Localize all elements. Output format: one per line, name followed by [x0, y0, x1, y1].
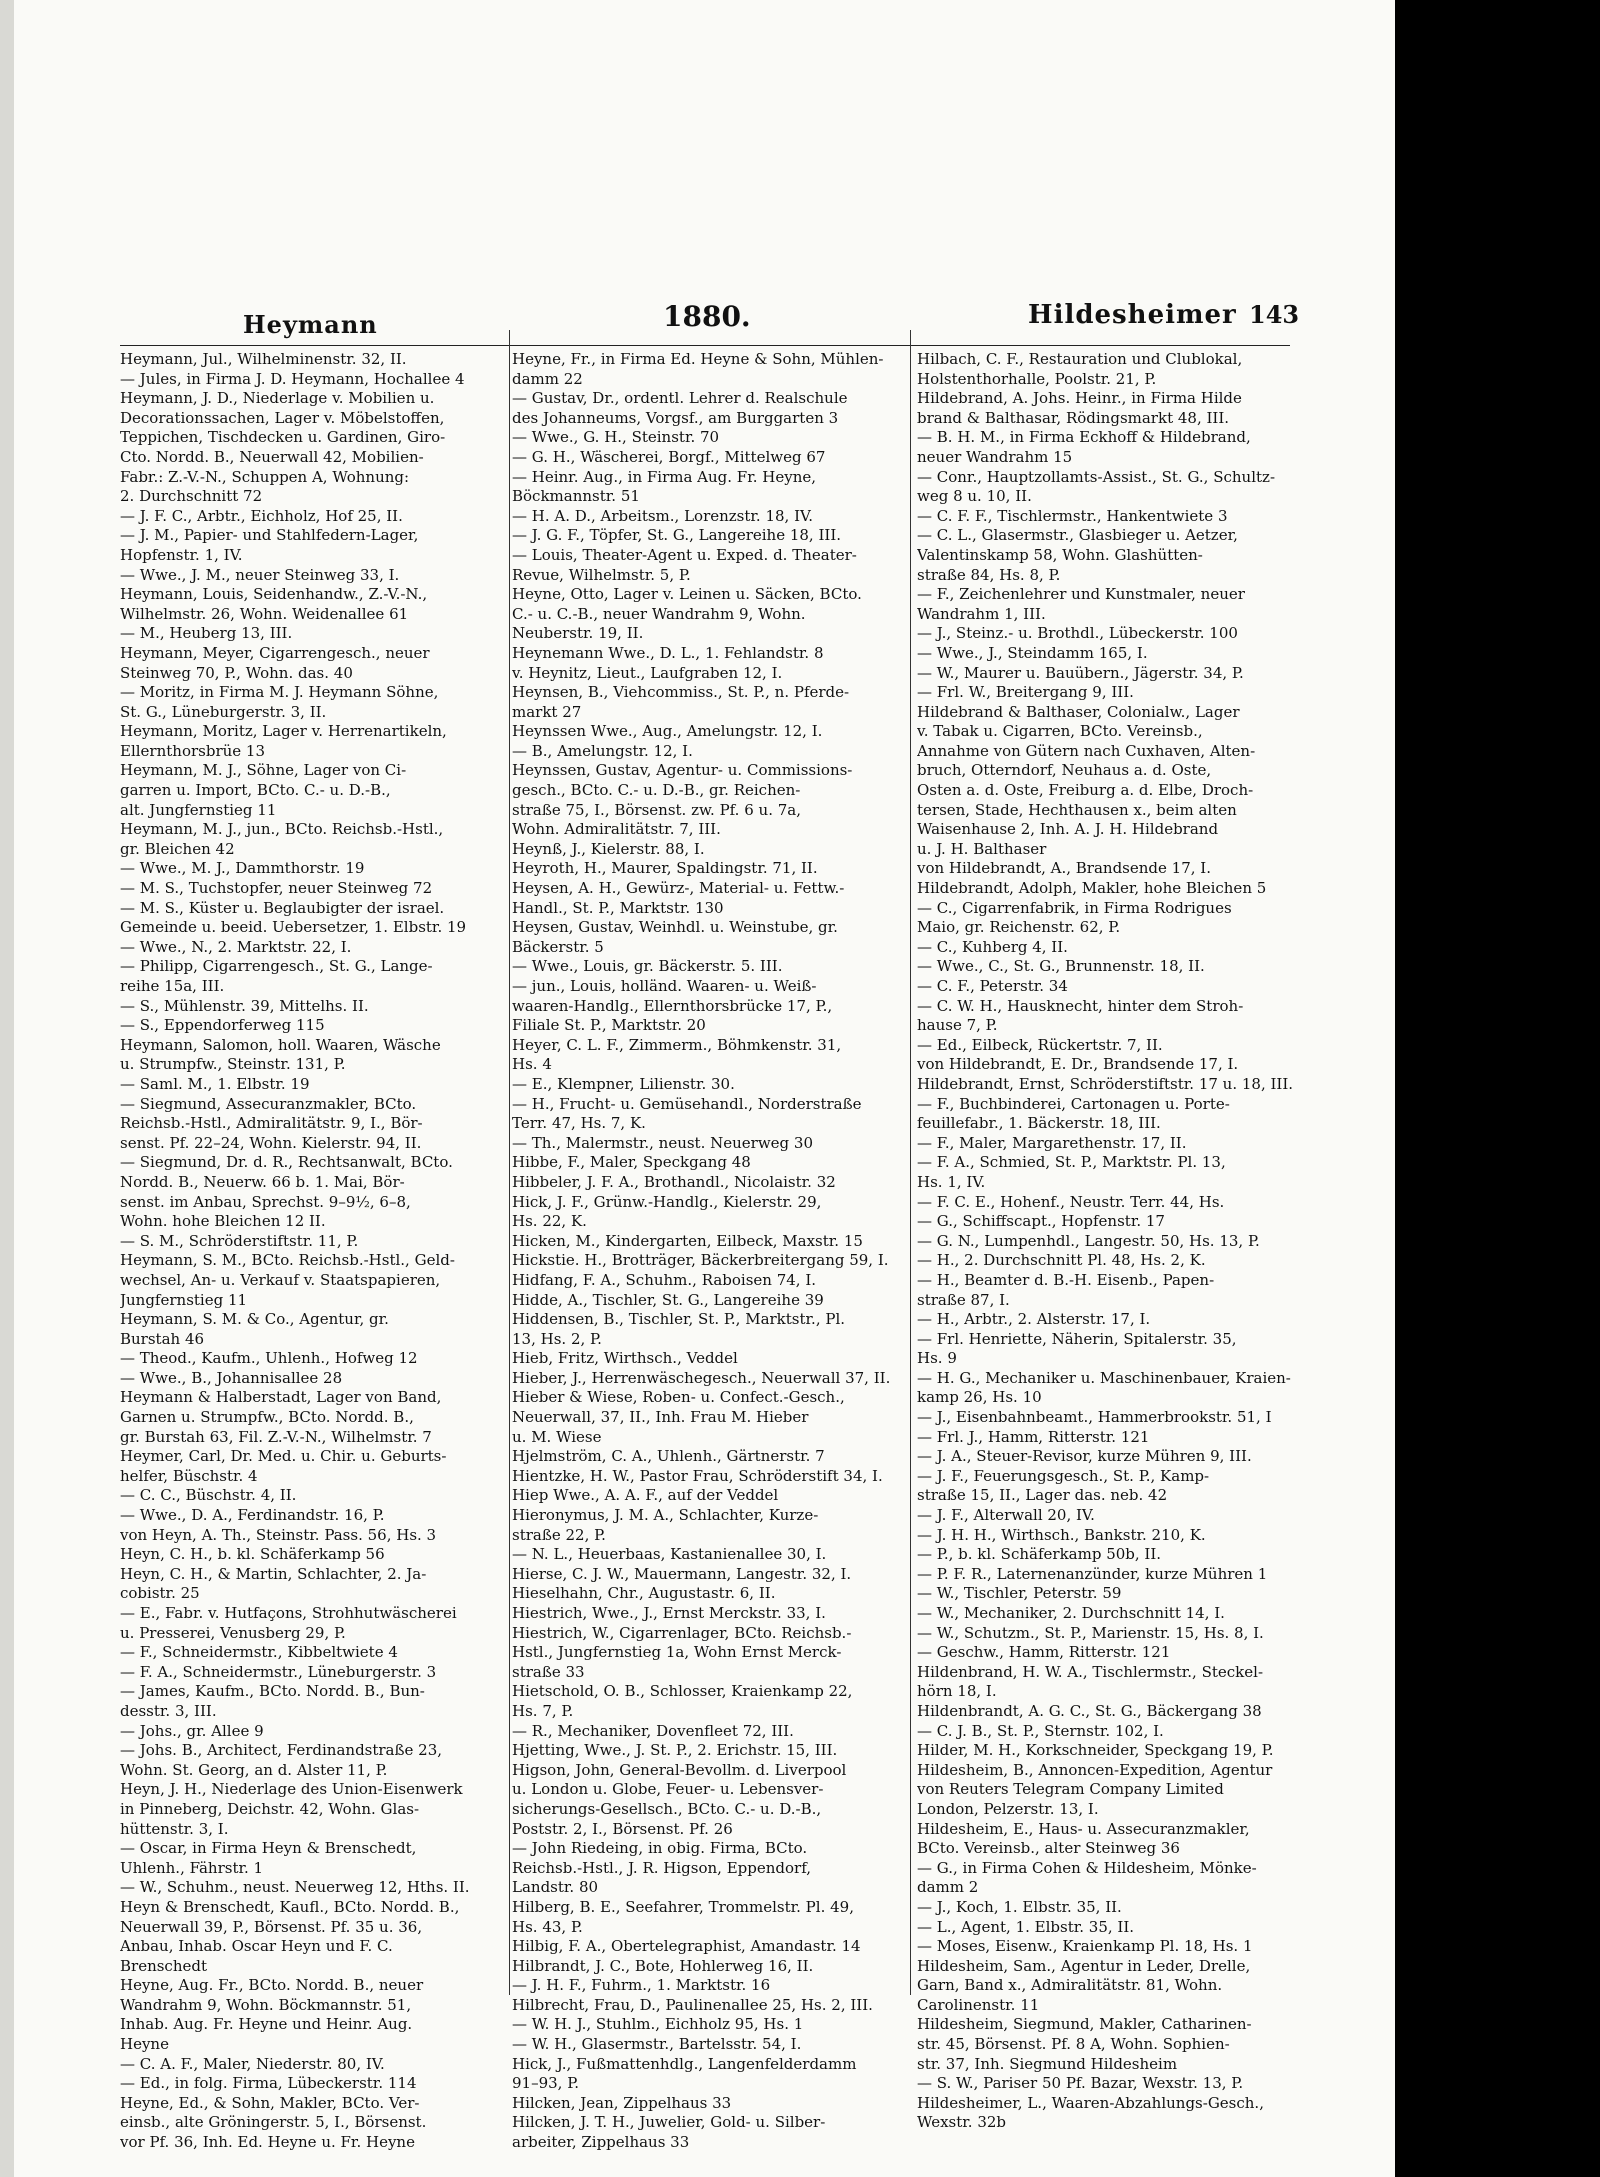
directory-entry-line: Hilder, M. H., Korkschneider, Speckgang 19, P.: [917, 1741, 1274, 1760]
directory-entry-line: Wohn. St. Georg, an d. Alster 11, P.: [120, 1760, 388, 1779]
directory-entry-line: gesch., BCto. C.- u. D.-B., gr. Reichen-: [512, 781, 801, 800]
directory-entry-line: Higson, John, General-Bevollm. d. Liverpool: [512, 1760, 847, 1779]
directory-entry-line: str. 37, Inh. Siegmund Hildesheim: [917, 2054, 1178, 2073]
binding-edge: [0, 0, 14, 2177]
directory-entry-line: Heymann, Jul., Wilhelminenstr. 32, II.: [120, 350, 407, 368]
directory-entry-line: arbeiter, Zippelhaus 33: [512, 2133, 690, 2152]
directory-entry-line: Heyne, Fr., in Firma Ed. Heyne & Sohn, Mühlen-: [512, 350, 884, 368]
directory-entry-line: Heynssen, Gustav, Agentur- u. Commissions-: [512, 761, 853, 780]
directory-entry-line: Hibbe, F., Maler, Speckgang 48: [512, 1153, 751, 1172]
directory-entry-line: — J. F., Alterwall 20, IV.: [917, 1506, 1095, 1525]
directory-entry-line: Hildebrand, A. Johs. Heinr., in Firma Hilde: [917, 389, 1242, 408]
column-2: [512, 350, 910, 2153]
directory-entry-line: Hilbach, C. F., Restauration und Clublokal,: [917, 350, 1243, 368]
directory-entry-line: senst. Pf. 22–24, Wohn. Kielerstr. 94, II.: [120, 1133, 422, 1152]
directory-entry-line: Holstenthorhalle, Poolstr. 21, P.: [917, 369, 1157, 388]
directory-entry-line: Teppichen, Tischdecken u. Gardinen, Giro-: [120, 428, 446, 447]
directory-entry-line: Reichsb.-Hstl., Admiralitätstr. 9, I., Bör-: [120, 1114, 423, 1133]
directory-entry-line: gr. Bleichen 42: [120, 839, 235, 858]
directory-entry-line: — Ed., Eilbeck, Rückertstr. 7, II.: [917, 1035, 1163, 1054]
directory-entry-line: — F. C. E., Hohenf., Neustr. Terr. 44, Hs.: [917, 1192, 1225, 1211]
directory-entry-line: — Conr., Hauptzollamts-Assist., St. G., Schultz-: [917, 467, 1276, 486]
directory-entry-line: — Siegmund, Dr. d. R., Rechtsanwalt, BCto.: [120, 1153, 453, 1172]
directory-entry-line: neuer Wandrahm 15: [917, 447, 1073, 466]
directory-entry-line: Heyn, J. H., Niederlage des Union-Eisenwerk: [120, 1780, 463, 1799]
directory-entry-line: Hidde, A., Tischler, St. G., Langereihe 39: [512, 1290, 824, 1309]
directory-entry-line: — Heinr. Aug., in Firma Aug. Fr. Heyne,: [512, 467, 817, 486]
directory-entry-line: Wexstr. 32b: [917, 2113, 1007, 2132]
directory-entry-line: — Johs., gr. Allee 9: [120, 1721, 264, 1740]
directory-entry-line: str. 45, Börsenst. Pf. 8 A, Wohn. Sophien-: [917, 2035, 1230, 2054]
directory-entry-line: 13, Hs. 2, P.: [512, 1329, 602, 1348]
directory-entry-line: straße 87, I.: [917, 1290, 1010, 1309]
directory-entry-line: hörn 18, I.: [917, 1682, 997, 1701]
directory-entry-line: — James, Kaufm., BCto. Nordd. B., Bun-: [120, 1682, 425, 1701]
directory-entry-line: Heysen, A. H., Gewürz-, Material- u. Fettw.-: [512, 879, 845, 898]
directory-entry-line: Osten a. d. Oste, Freiburg a. d. Elbe, Droch-: [917, 781, 1254, 800]
directory-entry-line: — J., Steinz.- u. Brothdl., Lübeckerstr. 100: [917, 624, 1238, 643]
directory-entry-line: Heymann, S. M., BCto. Reichsb.-Hstl., Geld-: [120, 1251, 455, 1270]
directory-entry-line: — H. A. D., Arbeitsm., Lorenzstr. 18, IV.: [512, 506, 813, 525]
directory-entry-line: — S. M., Schröderstiftstr. 11, P.: [120, 1231, 359, 1250]
directory-entry-line: — Wwe., G. H., Steinstr. 70: [512, 428, 720, 447]
directory-entry-line: Handl., St. P., Marktstr. 130: [512, 898, 724, 917]
directory-entry-line: einsb., alte Gröningerstr. 5, I., Börsenst.: [120, 2113, 427, 2132]
directory-entry-line: Poststr. 2, I., Börsenst. Pf. 26: [512, 1819, 733, 1838]
directory-entry-line: helfer, Büschstr. 4: [120, 1466, 258, 1485]
directory-entry-line: desstr. 3, III.: [120, 1701, 217, 1720]
directory-entry-line: London, Pelzerstr. 13, I.: [917, 1799, 1099, 1818]
directory-entry-line: von Hildebrandt, E. Dr., Brandsende 17, I.: [917, 1055, 1239, 1074]
directory-entry-line: — S., Eppendorferweg 115: [120, 1016, 325, 1035]
directory-entry-line: Heymann & Halberstadt, Lager von Band,: [120, 1388, 442, 1407]
directory-entry-line: Hs. 22, K.: [512, 1212, 587, 1231]
directory-entry-line: Heymann, S. M. & Co., Agentur, gr.: [120, 1310, 389, 1329]
directory-entry-line: — R., Mechaniker, Dovenfleet 72, III.: [512, 1721, 794, 1740]
directory-entry-line: Hs. 43, P.: [512, 1917, 583, 1936]
directory-entry-line: wechsel, An- u. Verkauf v. Staatspapieren,: [120, 1270, 441, 1289]
directory-entry-line: Ellernthorsbrüe 13: [120, 741, 266, 760]
directory-entry-line: hüttenstr. 3, I.: [120, 1819, 229, 1838]
directory-entry-line: in Pinneberg, Deichstr. 42, Wohn. Glas-: [120, 1799, 420, 1818]
directory-entry-line: Hickstie. H., Brotträger, Bäckerbreitergang 59, I.: [512, 1251, 889, 1270]
directory-entry-line: Heymann, Salomon, holl. Waaren, Wäsche: [120, 1035, 441, 1054]
directory-entry-line: senst. im Anbau, Sprechst. 9–9½, 6–8,: [120, 1192, 411, 1211]
directory-entry-line: Heyne, Otto, Lager v. Leinen u. Säcken, BCto.: [512, 585, 862, 604]
directory-entry-line: — Wwe., J. M., neuer Steinweg 33, I.: [120, 565, 400, 584]
directory-entry-line: Garn, Band x., Admiralitätstr. 81, Wohn.: [917, 1976, 1223, 1995]
directory-entry-line: Hjelmström, C. A., Uhlenh., Gärtnerstr. 7: [512, 1447, 825, 1466]
directory-entry-line: — J. G. F., Töpfer, St. G., Langereihe 18, III.: [512, 526, 842, 545]
directory-entry-line: waaren-Handlg., Ellernthorsbrücke 17, P.,: [512, 996, 833, 1015]
directory-entry-line: Hieber & Wiese, Roben- u. Confect.-Gesch.,: [512, 1388, 845, 1407]
directory-entry-line: Hjetting, Wwe., J. St. P., 2. Erichstr. 15, III.: [512, 1741, 838, 1760]
directory-entry-line: — Frl. Henriette, Näherin, Spitalerstr. 35,: [917, 1329, 1237, 1348]
directory-entry-line: Hilbrecht, Frau, D., Paulinenallee 25, Hs. 2, III.: [512, 1995, 873, 2014]
column-1: [120, 350, 510, 2153]
directory-entry-line: — Siegmund, Assecuranzmakler, BCto.: [120, 1094, 417, 1113]
directory-entry-line: — W., Maurer u. Bauübern., Jägerstr. 34, P.: [917, 663, 1244, 682]
directory-entry-line: — F., Maler, Margarethenstr. 17, II.: [917, 1133, 1187, 1152]
directory-entry-line: Heymann, M. J., Söhne, Lager von Ci-: [120, 761, 407, 780]
directory-entry-line: Heyne, Ed., & Sohn, Makler, BCto. Ver-: [120, 2093, 420, 2112]
directory-entry-line: straße 84, Hs. 8, P.: [917, 565, 1061, 584]
directory-entry-line: — C. W. H., Hausknecht, hinter dem Stroh-: [917, 996, 1244, 1015]
directory-entry-line: von Heyn, A. Th., Steinstr. Pass. 56, Hs. 3: [120, 1525, 437, 1544]
directory-entry-line: Hiep Wwe., A. A. F., auf der Veddel: [512, 1486, 779, 1505]
directory-entry-line: Heyn, C. H., b. kl. Schäferkamp 56: [120, 1545, 385, 1564]
directory-entry-line: brand & Balthasar, Rödingsmarkt 48, III.: [917, 408, 1230, 427]
directory-entry-line: Hildebrandt, Adolph, Makler, hohe Bleichen 5: [917, 879, 1267, 898]
directory-entry-line: BCto. Vereinsb., alter Steinweg 36: [917, 1839, 1180, 1858]
directory-entry-line: von Hildebrandt, A., Brandsende 17, I.: [917, 859, 1211, 878]
directory-entry-line: sicherungs-Gesellsch., BCto. C.- u. D.-B.,: [512, 1799, 822, 1818]
directory-entry-line: Carolinenstr. 11: [917, 1995, 1040, 2014]
directory-entry-line: — J. A., Steuer-Revisor, kurze Mühren 9, III.: [917, 1447, 1252, 1466]
directory-entry-line: Hs. 7, P.: [512, 1701, 574, 1720]
directory-entry-line: — H., 2. Durchschnitt Pl. 48, Hs. 2, K.: [917, 1251, 1206, 1270]
directory-entry-line: straße 75, I., Börsenst. zw. Pf. 6 u. 7a,: [512, 800, 801, 819]
directory-entry-line: — S. W., Pariser 50 Pf. Bazar, Wexstr. 13, P.: [917, 2074, 1244, 2093]
directory-entry-line: Hiestrich, W., Cigarrenlager, BCto. Reichsb.-: [512, 1623, 852, 1642]
directory-entry-line: Hierse, C. J. W., Mauermann, Langestr. 32, I.: [512, 1564, 852, 1583]
directory-entry-line: Hieselhahn, Chr., Augustastr. 6, II.: [512, 1584, 776, 1603]
directory-entry-line: — Frl. W., Breitergang 9, III.: [917, 683, 1134, 702]
directory-entry-line: Heyn, C. H., & Martin, Schlachter, 2. Ja-: [120, 1564, 427, 1583]
directory-entry-line: Inhab. Aug. Fr. Heyne und Heinr. Aug.: [120, 2015, 413, 2034]
directory-entry-line: von Reuters Telegram Company Limited: [917, 1780, 1224, 1799]
directory-entry-line: Hientzke, H. W., Pastor Frau, Schröderstift 34, I.: [512, 1466, 883, 1485]
directory-entry-line: Hs. 1, IV.: [917, 1172, 986, 1191]
directory-entry-line: Heymann, Moritz, Lager v. Herrenartikeln,: [120, 722, 447, 741]
directory-entry-line: garren u. Import, BCto. C.- u. D.-B.,: [120, 781, 391, 800]
directory-entry-line: Brenschedt: [120, 1956, 207, 1975]
header-year: 1880.: [663, 300, 751, 333]
directory-entry-line: C.- u. C.-B., neuer Wandrahm 9, Wohn.: [512, 604, 806, 623]
directory-entry-line: straße 33: [512, 1662, 585, 1681]
directory-entry-line: — F., Zeichenlehrer und Kunstmaler, neuer: [917, 585, 1245, 604]
column-divider-2: [910, 330, 911, 1995]
directory-entry-line: — Moses, Eisenw., Kraienkamp Pl. 18, Hs. 1: [917, 1937, 1253, 1956]
directory-entry-line: v. Heynitz, Lieut., Laufgraben 12, I.: [512, 663, 783, 682]
directory-entry-line: Heyer, C. L. F., Zimmerm., Böhmkenstr. 31,: [512, 1035, 842, 1054]
directory-entry-line: Fabr.: Z.-V.-N., Schuppen A, Wohnung:: [120, 467, 410, 486]
directory-entry-line: Hildenbrand, H. W. A., Tischlermstr., Steckel-: [917, 1662, 1264, 1681]
directory-entry-line: — J., Koch, 1. Elbstr. 35, II.: [917, 1897, 1122, 1916]
directory-entry-line: Waisenhause 2, Inh. A. J. H. Hildebrand: [917, 820, 1219, 839]
directory-entry-line: — J. F., Feuerungsgesch., St. P., Kamp-: [917, 1466, 1210, 1485]
directory-entry-line: Hildesheim, Siegmund, Makler, Catharinen-: [917, 2015, 1252, 2034]
directory-entry-line: straße 22, P.: [512, 1525, 606, 1544]
directory-entry-line: Neuerwall 39, P., Börsenst. Pf. 35 u. 36,: [120, 1917, 423, 1936]
directory-entry-line: Garnen u. Strumpfw., BCto. Nordd. B.,: [120, 1408, 414, 1427]
directory-entry-line: 91–93, P.: [512, 2074, 580, 2093]
directory-entry-line: Landstr. 80: [512, 1878, 599, 1897]
directory-entry-line: — C. L., Glasermstr., Glasbieger u. Aetzer,: [917, 526, 1238, 545]
directory-entry-line: Heysen, Gustav, Weinhdl. u. Weinstube, gr.: [512, 918, 838, 937]
directory-entry-line: — Louis, Theater-Agent u. Exped. d. Theater-: [512, 545, 857, 564]
header-rule: [120, 345, 1290, 346]
directory-entry-line: Wilhelmstr. 26, Wohn. Weidenallee 61: [120, 604, 409, 623]
directory-entry-line: Hs. 9: [917, 1349, 957, 1368]
directory-entry-line: 2. Durchschnitt 72: [120, 487, 263, 506]
directory-entry-line: — J., Eisenbahnbeamt., Hammerbrookstr. 51, I: [917, 1408, 1272, 1427]
directory-entry-line: — Saml. M., 1. Elbstr. 19: [120, 1074, 310, 1093]
directory-entry-line: Jungfernstieg 11: [120, 1290, 248, 1309]
directory-entry-line: Hilberg, B. E., Seefahrer, Trommelstr. Pl. 49,: [512, 1897, 854, 1916]
directory-entry-line: — J. H. F., Fuhrm., 1. Marktstr. 16: [512, 1976, 771, 1995]
directory-entry-line: — Wwe., J., Steindamm 165, I.: [917, 643, 1148, 662]
directory-entry-line: — John Riedeing, in obig. Firma, BCto.: [512, 1839, 808, 1858]
directory-entry-line: — Wwe., M. J., Dammthorstr. 19: [120, 859, 365, 878]
directory-entry-line: v. Tabak u. Cigarren, BCto. Vereinsb.,: [917, 722, 1203, 741]
directory-entry-line: — G., Schiffscapt., Hopfenstr. 17: [917, 1212, 1165, 1231]
directory-entry-line: damm 22: [512, 369, 583, 388]
directory-entry-line: — C. C., Büschstr. 4, II.: [120, 1486, 297, 1505]
directory-entry-line: Valentinskamp 58, Wohn. Glashütten-: [917, 545, 1203, 564]
directory-entry-line: Hildebrand & Balthaser, Colonialw., Lager: [917, 702, 1240, 721]
directory-entry-line: — F., Buchbinderei, Cartonagen u. Porte-: [917, 1094, 1230, 1113]
directory-entry-line: — Wwe., N., 2. Marktstr. 22, I.: [120, 937, 352, 956]
directory-entry-line: markt 27: [512, 702, 582, 721]
directory-entry-line: — Moritz, in Firma M. J. Heymann Söhne,: [120, 683, 439, 702]
directory-entry-line: — J. H. H., Wirthsch., Bankstr. 210, K.: [917, 1525, 1206, 1544]
directory-entry-line: Filiale St. P., Marktstr. 20: [512, 1016, 706, 1035]
directory-entry-line: Uhlenh., Fährstr. 1: [120, 1858, 264, 1877]
directory-entry-line: u. J. H. Balthaser: [917, 839, 1047, 858]
directory-entry-line: u. M. Wiese: [512, 1427, 602, 1446]
directory-entry-line: Heymann, Louis, Seidenhandw., Z.-V.-N.,: [120, 585, 428, 604]
directory-entry-line: Hildenbrandt, A. G. C., St. G., Bäckergang 38: [917, 1701, 1262, 1720]
directory-entry-line: — P., b. kl. Schäferkamp 50b, II.: [917, 1545, 1162, 1564]
directory-entry-line: Hieber, J., Herrenwäschegesch., Neuerwall 37, II.: [512, 1368, 891, 1387]
directory-entry-line: Hilcken, Jean, Zippelhaus 33: [512, 2093, 732, 2112]
directory-entry-line: Hildebrandt, Ernst, Schröderstiftstr. 17 u. 18, III.: [917, 1074, 1294, 1093]
directory-entry-line: kamp 26, Hs. 10: [917, 1388, 1042, 1407]
directory-entry-line: — F., Schneidermstr., Kibbeltwiete 4: [120, 1643, 398, 1662]
directory-entry-line: Hilcken, J. T. H., Juwelier, Gold- u. Silber-: [512, 2113, 826, 2132]
directory-entry-line: Hstl., Jungfernstieg 1a, Wohn Ernst Merck-: [512, 1643, 842, 1662]
directory-entry-line: bruch, Otterndorf, Neuhaus a. d. Oste,: [917, 761, 1212, 780]
page-number: 143: [1249, 300, 1300, 329]
directory-entry-line: — S., Mühlenstr. 39, Mittelhs. II.: [120, 996, 369, 1015]
directory-entry-line: — G., in Firma Cohen & Hildesheim, Mönke-: [917, 1858, 1257, 1877]
directory-entry-line: gr. Burstah 63, Fil. Z.-V.-N., Wilhelmstr. 7: [120, 1427, 432, 1446]
directory-entry-line: Heymann, Meyer, Cigarrengesch., neuer: [120, 643, 430, 662]
directory-entry-line: — Philipp, Cigarrengesch., St. G., Lange-: [120, 957, 433, 976]
directory-entry-line: alt. Jungfernstieg 11: [120, 800, 277, 819]
directory-entry-line: Revue, Wilhelmstr. 5, P.: [512, 565, 691, 584]
directory-entry-line: — Geschw., Hamm, Ritterstr. 121: [917, 1643, 1171, 1662]
directory-entry-line: Hieb, Fritz, Wirthsch., Veddel: [512, 1349, 738, 1368]
directory-entry-line: — Gustav, Dr., ordentl. Lehrer d. Realschule: [512, 389, 848, 408]
directory-entry-line: Anbau, Inhab. Oscar Heyn und F. C.: [120, 1937, 393, 1956]
directory-entry-line: Hick, J. F., Grünw.-Handlg., Kielerstr. 29,: [512, 1192, 822, 1211]
directory-entry-line: vor Pf. 36, Inh. Ed. Heyne u. Fr. Heyne: [120, 2133, 415, 2152]
directory-entry-line: Neuberstr. 19, II.: [512, 624, 644, 643]
directory-entry-line: Terr. 47, Hs. 7, K.: [512, 1114, 646, 1133]
directory-entry-line: cobistr. 25: [120, 1584, 200, 1603]
directory-entry-line: — W., Mechaniker, 2. Durchschnitt 14, I.: [917, 1604, 1225, 1622]
directory-entry-line: Heynssen Wwe., Aug., Amelungstr. 12, I.: [512, 722, 823, 741]
directory-entry-line: — Wwe., Louis, gr. Bäckerstr. 5. III.: [512, 957, 783, 976]
directory-entry-line: Hietschold, O. B., Schlosser, Kraienkamp 22,: [512, 1682, 853, 1701]
directory-entry-line: Heynsen, B., Viehcommiss., St. P., n. Pferde-: [512, 683, 850, 702]
directory-entry-line: Hildesheim, B., Annoncen-Expedition, Agentur: [917, 1760, 1273, 1779]
header-right-keyword: Hildesheimer: [1028, 300, 1237, 330]
directory-entry-line: Cto. Nordd. B., Neuerwall 42, Mobilien-: [120, 447, 424, 466]
directory-entry-line: — Frl. J., Hamm, Ritterstr. 121: [917, 1427, 1150, 1446]
directory-entry-line: tersen, Stade, Hechthausen x., beim alten: [917, 800, 1237, 819]
directory-entry-line: u. Strumpfw., Steinstr. 131, P.: [120, 1055, 346, 1074]
directory-entry-line: — N. L., Heuerbaas, Kastanienallee 30, I.: [512, 1545, 827, 1564]
directory-entry-line: — J. M., Papier- und Stahlfedern-Lager,: [120, 526, 419, 545]
directory-entry-line: Heyne, Aug. Fr., BCto. Nordd. B., neuer: [120, 1976, 424, 1995]
directory-entry-line: Hiddensen, B., Tischler, St. P., Marktstr., Pl.: [512, 1310, 846, 1329]
directory-entry-line: Decorationssachen, Lager v. Möbelstoffen,: [120, 408, 445, 427]
directory-entry-line: — G. H., Wäscherei, Borgf., Mittelweg 67: [512, 447, 826, 466]
directory-entry-line: Hildesheim, Sam., Agentur in Leder, Drelle,: [917, 1956, 1251, 1975]
header-left-keyword: Heymann: [243, 310, 378, 339]
directory-entry-line: Burstah 46: [120, 1329, 205, 1348]
directory-entry-line: weg 8 u. 10, II.: [917, 487, 1032, 506]
directory-entry-line: Bäckerstr. 5: [512, 937, 604, 956]
directory-entry-line: Hildesheim, E., Haus- u. Assecuranzmakler,: [917, 1819, 1250, 1838]
directory-entry-line: — W., Schutzm., St. P., Marienstr. 15, Hs. 8, I.: [917, 1623, 1264, 1642]
column-3: [917, 350, 1309, 2133]
directory-entry-line: u. Presserei, Venusberg 29, P.: [120, 1623, 346, 1642]
directory-entry-line: — F. A., Schneidermstr., Lüneburgerstr. 3: [120, 1662, 437, 1681]
directory-entry-line: — W. H., Glasermstr., Bartelsstr. 54, I.: [512, 2035, 802, 2054]
directory-entry-line: — Johs. B., Architect, Ferdinandstraße 23,: [120, 1741, 443, 1760]
directory-entry-line: Annahme von Gütern nach Cuxhaven, Alten-: [917, 741, 1256, 760]
directory-entry-line: Wandrahm 1, III.: [917, 604, 1046, 623]
directory-entry-line: Wohn. hohe Bleichen 12 II.: [120, 1212, 326, 1231]
directory-entry-line: — W., Schuhm., neust. Neuerweg 12, Hths. II.: [120, 1878, 470, 1897]
directory-entry-line: des Johanneums, Vorgsf., am Burggarten 3: [512, 408, 839, 427]
directory-entry-line: Wohn. Admiralitätstr. 7, III.: [512, 820, 721, 839]
directory-entry-line: — C. F. F., Tischlermstr., Hankentwiete 3: [917, 506, 1228, 525]
directory-entry-line: — B., Amelungstr. 12, I.: [512, 741, 693, 760]
directory-entry-line: — jun., Louis, holländ. Waaren- u. Weiß-: [512, 977, 817, 995]
directory-entry-line: Hilbig, F. A., Obertelegraphist, Amandastr. 14: [512, 1937, 861, 1956]
directory-entry-line: — P. F. R., Laternenanzünder, kurze Mühren 1: [917, 1564, 1268, 1583]
directory-entry-line: Hidfang, F. A., Schuhm., Raboisen 74, I.: [512, 1270, 817, 1289]
directory-entry-line: — Theod., Kaufm., Uhlenh., Hofweg 12: [120, 1349, 418, 1368]
directory-entry-line: — C. F., Peterstr. 34: [917, 977, 1068, 995]
directory-entry-line: Heymer, Carl, Dr. Med. u. Chir. u. Geburts-: [120, 1447, 447, 1466]
directory-entry-line: Heynß, J., Kielerstr. 88, I.: [512, 839, 705, 858]
directory-entry-line: Hick, J., Fußmattenhdlg., Langenfelderdamm: [512, 2054, 857, 2073]
directory-entry-line: — Jules, in Firma J. D. Heymann, Hochallee 4: [120, 369, 465, 388]
directory-entry-line: — Wwe., C., St. G., Brunnenstr. 18, II.: [917, 957, 1205, 976]
directory-entry-line: — Ed., in folg. Firma, Lübeckerstr. 114: [120, 2074, 417, 2093]
directory-entry-line: — Wwe., B., Johannisallee 28: [120, 1368, 343, 1387]
directory-entry-line: Heyne: [120, 2035, 169, 2054]
directory-entry-line: Hs. 4: [512, 1055, 552, 1074]
directory-entry-line: — M. S., Tuchstopfer, neuer Steinweg 72: [120, 879, 433, 898]
directory-entry-line: Hieronymus, J. M. A., Schlachter, Kurze-: [512, 1506, 819, 1525]
page-header: [118, 300, 1318, 340]
directory-entry-line: Hopfenstr. 1, IV.: [120, 545, 243, 564]
directory-entry-line: Heyroth, H., Maurer, Spaldingstr. 71, II.: [512, 859, 818, 878]
directory-entry-line: — C., Cigarrenfabrik, in Firma Rodrigues: [917, 898, 1232, 917]
directory-entry-line: Böckmannstr. 51: [512, 487, 640, 506]
directory-entry-line: — B. H. M., in Firma Eckhoff & Hildebrand,: [917, 428, 1251, 447]
directory-entry-line: Nordd. B., Neuerw. 66 b. 1. Mai, Bör-: [120, 1172, 405, 1191]
directory-entry-line: Reichsb.-Hstl., J. R. Higson, Eppendorf,: [512, 1858, 811, 1877]
directory-entry-line: — W. H. J., Stuhlm., Eichholz 95, Hs. 1: [512, 2015, 804, 2034]
directory-entry-line: — E., Fabr. v. Hutfaçons, Strohhutwäscherei: [120, 1604, 457, 1622]
directory-entry-line: Hiestrich, Wwe., J., Ernst Merckstr. 33, I.: [512, 1604, 826, 1622]
directory-entry-line: Maio, gr. Reichenstr. 62, P.: [917, 918, 1121, 937]
directory-entry-line: feuillefabr., 1. Bäckerstr. 18, III.: [917, 1114, 1161, 1133]
directory-entry-line: damm 2: [917, 1878, 979, 1897]
directory-entry-line: Steinweg 70, P., Wohn. das. 40: [120, 663, 353, 682]
directory-entry-line: — G. N., Lumpenhdl., Langestr. 50, Hs. 13, P.: [917, 1231, 1260, 1250]
directory-entry-line: Hildesheimer, L., Waaren-Abzahlungs-Gesch.,: [917, 2093, 1264, 2112]
directory-entry-line: — Oscar, in Firma Heyn & Brenschedt,: [120, 1839, 417, 1858]
directory-entry-line: — Th., Malermstr., neust. Neuerweg 30: [512, 1133, 814, 1152]
directory-entry-line: — W., Tischler, Peterstr. 59: [917, 1584, 1122, 1603]
directory-entry-line: Heynemann Wwe., D. L., 1. Fehlandstr. 8: [512, 643, 824, 662]
directory-entry-line: St. G., Lüneburgerstr. 3, II.: [120, 702, 327, 721]
directory-entry-line: — H., Beamter d. B.-H. Eisenb., Papen-: [917, 1270, 1215, 1289]
directory-entry-line: — E., Klempner, Lilienstr. 30.: [512, 1074, 735, 1093]
directory-entry-line: — H., Frucht- u. Gemüsehandl., Norderstraße: [512, 1094, 862, 1113]
directory-entry-line: — C. J. B., St. P., Sternstr. 102, I.: [917, 1721, 1164, 1740]
directory-entry-line: Hibbeler, J. F. A., Brothandl., Nicolaistr. 32: [512, 1172, 836, 1191]
directory-entry-line: Heymann, M. J., jun., BCto. Reichsb.-Hstl.,: [120, 820, 444, 839]
directory-entry-line: — C. A. F., Maler, Niederstr. 80, IV.: [120, 2054, 385, 2073]
directory-entry-line: reihe 15a, III.: [120, 977, 225, 995]
directory-entry-line: — J. F. C., Arbtr., Eichholz, Hof 25, II.: [120, 506, 403, 525]
directory-entry-line: Heyn & Brenschedt, Kaufl., BCto. Nordd. B.,: [120, 1897, 460, 1916]
directory-entry-line: Neuerwall, 37, II., Inh. Frau M. Hieber: [512, 1408, 809, 1427]
directory-entry-line: — Wwe., D. A., Ferdinandstr. 16, P.: [120, 1506, 385, 1525]
directory-entry-line: — M., Heuberg 13, III.: [120, 624, 293, 643]
directory-entry-line: — C., Kuhberg 4, II.: [917, 937, 1068, 956]
directory-entry-line: — F. A., Schmied, St. P., Marktstr. Pl. 13,: [917, 1153, 1226, 1172]
directory-entry-line: Heymann, J. D., Niederlage v. Mobilien u.: [120, 389, 435, 408]
directory-entry-line: u. London u. Globe, Feuer- u. Lebensver-: [512, 1780, 824, 1799]
directory-entry-line: — H., Arbtr., 2. Alsterstr. 17, I.: [917, 1310, 1151, 1329]
directory-entry-line: — M. S., Küster u. Beglaubigter der israel.: [120, 898, 445, 917]
directory-entry-line: — H. G., Mechaniker u. Maschinenbauer, Kraien-: [917, 1368, 1291, 1387]
directory-entry-line: hause 7, P.: [917, 1016, 998, 1035]
directory-entry-line: straße 15, II., Lager das. neb. 42: [917, 1486, 1168, 1505]
directory-entry-line: — L., Agent, 1. Elbstr. 35, II.: [917, 1917, 1135, 1936]
directory-entry-line: Gemeinde u. beeid. Uebersetzer, 1. Elbstr. 19: [120, 918, 467, 937]
directory-entry-line: Wandrahm 9, Wohn. Böckmannstr. 51,: [120, 1995, 412, 2014]
directory-entry-line: Hicken, M., Kindergarten, Eilbeck, Maxstr. 15: [512, 1231, 863, 1250]
directory-entry-line: Hilbrandt, J. C., Bote, Hohlerweg 16, II.: [512, 1956, 814, 1975]
